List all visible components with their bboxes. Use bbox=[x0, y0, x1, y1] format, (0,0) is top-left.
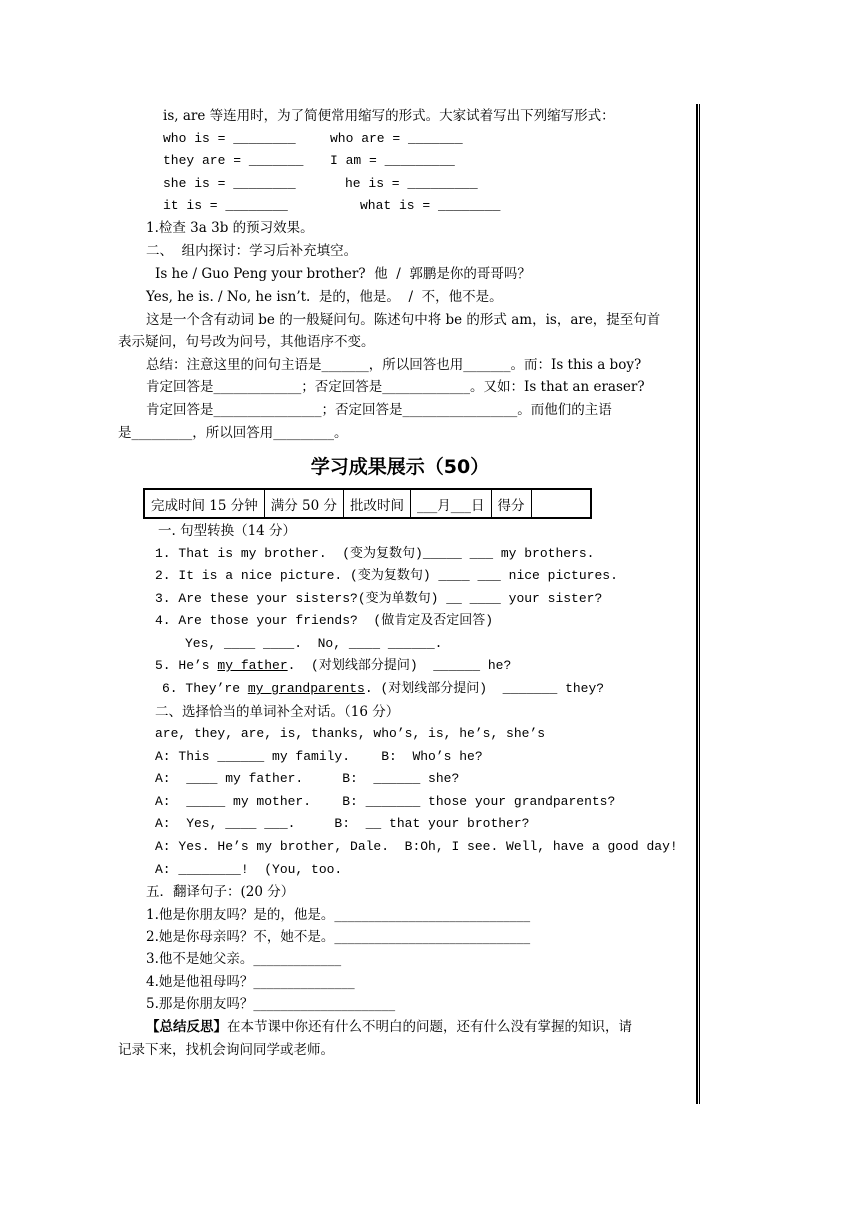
underlined-phrase: my grandparents bbox=[247, 681, 365, 696]
paragraph-line: 这是一个含有动词 be 的一般疑问句。陈述句中将 be 的形式 am，is，are，提至句首 bbox=[146, 312, 661, 328]
info-cell-score: 满分 50 分 bbox=[264, 489, 343, 518]
dialogue-line: A: _____ my mother. B: _______ those your grandparents? bbox=[155, 794, 616, 809]
dialogue-line: A: Yes, ____ ___. B: __ that your brother? bbox=[155, 816, 530, 831]
summary-label: 【总结反思】 bbox=[146, 1019, 227, 1035]
margin-rule-thin bbox=[699, 104, 700, 1104]
check-line: 1.检查 3a 3b 的预习效果。 bbox=[146, 220, 314, 236]
question-5: 5. He’s my father. (对划线部分提问) ______ he? bbox=[155, 658, 512, 673]
translation-item: 3.他不是她父亲。_____________ bbox=[146, 951, 342, 967]
example-answer: Yes, he is. / No, he isn’t. 是的，他是。 / 不，他不是。 bbox=[146, 289, 503, 305]
info-cell-date: ___月___日 bbox=[411, 489, 492, 518]
abbr-i-am: I am = _________ bbox=[330, 153, 455, 168]
info-cell-time: 完成时间 15 分钟 bbox=[144, 489, 264, 518]
margin-rule bbox=[696, 104, 698, 1104]
paragraph-line: 是_________，所以回答用_________。 bbox=[118, 425, 348, 441]
paragraph-line: 表示疑问，句号改为问号，其他语序不变。 bbox=[118, 334, 375, 350]
question-2: 2. It is a nice picture. (变为复数句) ____ ___ nice pictures. bbox=[155, 568, 618, 583]
abbr-what-is: what is = ________ bbox=[360, 198, 501, 213]
info-table bbox=[143, 488, 592, 519]
summary-line: 记录下来，找机会询问同学或老师。 bbox=[118, 1042, 334, 1058]
abbr-who-is: who is = ________ bbox=[163, 131, 296, 146]
intro-line: is, are 等连用时，为了简便常用缩写的形式。大家试着写出下列缩写形式： bbox=[163, 108, 615, 124]
info-cell-grading: 批改时间 bbox=[344, 489, 411, 518]
abbr-she-is: she is = ________ bbox=[163, 176, 296, 191]
dialogue-line: A: Yes. He’s my brother, Dale. B:Oh, I see. Well, have a good day! bbox=[155, 839, 678, 854]
paragraph-line: 总结：注意这里的问句主语是_______，所以回答也用_______。而：Is this a boy? bbox=[146, 357, 642, 373]
section-2-heading: 二、 组内探讨：学习后补充填空。 bbox=[146, 243, 358, 259]
translation-item: 2.她是你母亲吗？不，她不是。_____________________________ bbox=[146, 929, 531, 945]
abbr-who-are: who are = _______ bbox=[330, 131, 463, 146]
question-6: 6. They’re my grandparents. (对划线部分提问) _______ they? bbox=[162, 681, 605, 696]
question-1: 1. That is my brother. (变为复数句)_____ ___ my brothers. bbox=[155, 546, 595, 561]
section-title: 学习成果展示（50） bbox=[310, 456, 490, 478]
dialogue-line: A: ________! (You, too. bbox=[155, 862, 343, 877]
paragraph-line: 肯定回答是________________；否定回答是_________________。而他们的主语 bbox=[146, 402, 612, 418]
dialogue-line: A: ____ my father. B: ______ she? bbox=[155, 771, 460, 786]
info-cell-points: 得分 bbox=[491, 489, 531, 518]
info-cell-points-blank bbox=[531, 489, 591, 518]
question-4-answer: Yes, ____ ____. No, ____ ______. bbox=[185, 636, 443, 651]
paragraph-line: 肯定回答是_____________；否定回答是_____________。又如：Is that an eraser? bbox=[146, 379, 645, 395]
translation-item: 1.他是你朋友吗？是的，他是。_____________________________ bbox=[146, 907, 531, 923]
question-4: 4. Are those your friends? (做肯定及否定回答) bbox=[155, 613, 494, 628]
word-bank: are, they, are, is, thanks, who’s, is, he’s, she’s bbox=[155, 726, 546, 741]
summary-line: 【总结反思】在本节课中你还有什么不明白的问题，还有什么没有掌握的知识，请 bbox=[146, 1019, 632, 1035]
question-3: 3. Are these your sisters?(变为单数句) __ ____ your sister? bbox=[155, 591, 603, 606]
part5-heading: 五．翻译句子：(20 分） bbox=[146, 884, 295, 900]
underlined-phrase: my father bbox=[217, 658, 288, 673]
translation-item: 5.那是你朋友吗？_____________________ bbox=[146, 996, 396, 1012]
dialogue-line: A: This ______ my family. B: Who’s he? bbox=[155, 749, 483, 764]
abbr-it-is: it is = ________ bbox=[163, 198, 288, 213]
example-question: Is he / Guo Peng your brother? 他 / 郭鹏是你的哥哥吗？ bbox=[155, 266, 531, 282]
translation-item: 4.她是他祖母吗？_______________ bbox=[146, 974, 355, 990]
part1-heading: 一. 句型转换（14 分） bbox=[158, 523, 297, 539]
abbr-he-is: he is = _________ bbox=[345, 176, 478, 191]
part2-heading: 二、选择恰当的单词补全对话。（16 分） bbox=[155, 704, 400, 720]
abbr-they-are: they are = _______ bbox=[163, 153, 304, 168]
